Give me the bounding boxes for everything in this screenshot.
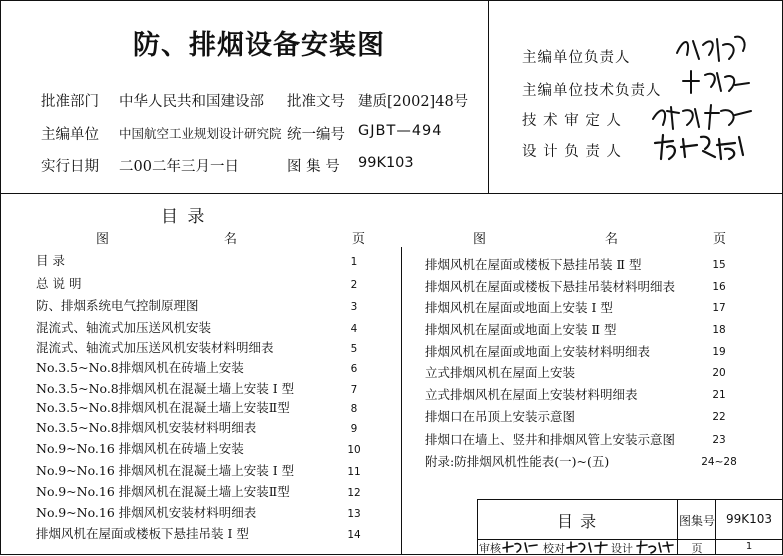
atlas-title: 防、排烟设备安装图 — [133, 30, 385, 61]
toc-entry-page: 3 — [350, 301, 358, 313]
toc-entry[interactable] — [425, 342, 650, 360]
toc-entry-page: 2 — [350, 279, 358, 291]
resp-design-leader: 设 计 负 责 人 — [522, 144, 622, 160]
title-block-atlas-value: 99K103 — [725, 512, 773, 526]
toc-right-col-name: 名 — [605, 232, 619, 247]
toc-entry[interactable] — [36, 379, 294, 397]
toc-entry[interactable] — [425, 320, 616, 338]
toc-entry-page: 23 — [712, 434, 726, 446]
toc-entry-page: 14 — [347, 529, 361, 541]
signature-technical-reviewer — [649, 99, 757, 133]
toc-entry[interactable] — [36, 358, 244, 376]
meta-unified-no-value: GJBT—494 — [358, 123, 443, 139]
meta-approving-dept-label: 批准部门 — [41, 94, 99, 110]
signature-checker — [565, 540, 609, 554]
toc-entry-name: 目 录 — [36, 253, 65, 268]
title-block-page-value: 1 — [745, 541, 753, 552]
toc-entry-name: No.9~No.16 排烟风机安装材料明细表 — [36, 505, 257, 520]
toc-entry-page: 9 — [350, 423, 358, 435]
title-block-page-label: 页 — [691, 542, 703, 555]
toc-right-col-drawing: 图 — [473, 232, 487, 247]
signature-design-leader — [651, 129, 751, 165]
toc-entry-page: 11 — [347, 466, 361, 478]
toc-entry-name: 排烟口在墙上、竖井和排烟风管上安装示意图 — [425, 432, 676, 447]
toc-entry[interactable] — [36, 482, 290, 500]
title-block-name: 目 录 — [557, 512, 598, 531]
meta-unified-no-label: 统一编号 — [287, 127, 345, 143]
toc-entry-name: No.3.5~No.8排烟风机在混凝土墙上安装Ⅱ型 — [36, 400, 290, 415]
signature-chief-unit-tech-head — [677, 65, 757, 97]
toc-entry[interactable] — [36, 418, 256, 436]
toc-entry-name: No.3.5~No.8排烟风机在砖墙上安装 — [36, 360, 244, 375]
meta-chief-unit-label: 主编单位 — [41, 127, 99, 143]
toc-entry-page: 12 — [347, 487, 361, 499]
meta-approval-no-value: 建质[2002]48号 — [358, 94, 469, 110]
toc-entry-page: 16 — [712, 281, 726, 293]
toc-entry-page: 13 — [347, 508, 361, 520]
toc-entry[interactable] — [36, 296, 199, 314]
toc-entry-name: 排烟风机在屋面或地面上安装 Ⅰ 型 — [425, 300, 613, 315]
toc-entry-name: 混流式、轴流式加压送风机安装材料明细表 — [36, 340, 274, 355]
toc-title: 目 录 — [161, 207, 207, 227]
title-block-check-label: 校对 — [543, 542, 565, 555]
toc-entry[interactable] — [425, 452, 609, 470]
toc-entry[interactable] — [425, 430, 675, 448]
meta-effective-date-label: 实行日期 — [41, 159, 99, 175]
toc-entry-name: No.9~No.16 排烟风机在混凝土墙上安装Ⅱ型 — [36, 484, 290, 499]
toc-entry-name: 排烟风机在屋面或楼板下悬挂吊装 Ⅰ 型 — [36, 526, 249, 541]
toc-entry-page: 7 — [350, 384, 358, 396]
toc-entry-page: 5 — [350, 343, 358, 355]
toc-left-col-drawing: 图 — [96, 232, 110, 247]
toc-entry[interactable] — [36, 503, 256, 521]
toc-right-col-page: 页 — [713, 232, 727, 247]
toc-entry[interactable] — [36, 439, 244, 457]
toc-entry-page: 8 — [350, 403, 358, 415]
toc-entry[interactable] — [36, 524, 249, 542]
toc-entry-name: 排烟风机在屋面或地面上安装材料明细表 — [425, 344, 651, 359]
header-divider — [488, 1, 489, 193]
meta-approval-no-label: 批准文号 — [287, 94, 345, 110]
toc-entry-page: 24~28 — [701, 456, 737, 468]
toc-entry-page: 18 — [712, 324, 726, 336]
meta-chief-unit-value: 中国航空工业规划设计研究院 — [119, 126, 282, 141]
toc-entry-page: 15 — [712, 259, 726, 271]
toc-column-divider — [401, 247, 402, 555]
toc-entry-name: No.9~No.16 排烟风机在混凝土墙上安装 Ⅰ 型 — [36, 463, 295, 478]
meta-atlas-no-label: 图 集 号 — [287, 159, 340, 175]
toc-entry-page: 21 — [712, 389, 726, 401]
toc-entry-name: 立式排烟风机在屋面上安装 — [425, 365, 576, 380]
toc-entry-page: 19 — [712, 346, 726, 358]
toc-entry-page: 4 — [350, 323, 358, 335]
toc-entry-page: 1 — [350, 256, 358, 268]
resp-chief-unit-head: 主编单位负责人 — [522, 50, 631, 66]
toc-entry-page: 22 — [712, 411, 726, 423]
toc-entry-name: 排烟风机在屋面或地面上安装 Ⅱ 型 — [425, 322, 617, 337]
toc-entry-name: 排烟风机在屋面或楼板下悬挂吊装材料明细表 — [425, 279, 676, 294]
toc-entry-name: 附录:防排烟风机性能表(一)~(五) — [425, 454, 610, 469]
title-block-top-rule — [477, 499, 782, 500]
toc-entry[interactable] — [36, 318, 211, 336]
toc-entry-name: 总 说 明 — [36, 276, 82, 291]
toc-entry-name: 排烟口在吊顶上安装示意图 — [425, 409, 576, 424]
toc-entry-page: 17 — [712, 302, 726, 314]
toc-entry-name: No.9~No.16 排烟风机在砖墙上安装 — [36, 441, 244, 456]
title-block-atlas-label: 图集号 — [678, 514, 715, 528]
meta-effective-date-value: 二00二年三月一日 — [119, 159, 239, 175]
resp-technical-reviewer: 技 术 审 定 人 — [522, 113, 622, 129]
toc-entry[interactable] — [425, 385, 638, 403]
meta-atlas-no-value: 99K103 — [358, 155, 414, 171]
title-block-design-label: 设计 — [611, 542, 633, 555]
toc-entry[interactable] — [36, 251, 65, 269]
toc-entry-name: No.3.5~No.8排烟风机安装材料明细表 — [36, 420, 257, 435]
toc-entry[interactable] — [425, 363, 575, 381]
resp-chief-unit-tech-head: 主编单位技术负责人 — [522, 83, 662, 99]
toc-left-col-page: 页 — [352, 232, 366, 247]
toc-entry[interactable] — [425, 298, 613, 316]
title-block-review-label: 审核 — [479, 542, 501, 555]
toc-entry[interactable] — [36, 398, 290, 416]
toc-entry-page: 6 — [350, 363, 358, 375]
meta-approving-dept-value: 中华人民共和国建设部 — [119, 94, 264, 110]
toc-entry[interactable] — [36, 274, 81, 292]
toc-entry[interactable] — [36, 338, 274, 356]
signature-designer — [635, 540, 675, 554]
signature-chief-unit-head — [673, 31, 763, 67]
toc-entry-name: No.3.5~No.8排烟风机在混凝土墙上安装 Ⅰ 型 — [36, 381, 295, 396]
toc-entry[interactable] — [36, 461, 294, 479]
toc-entry-name: 混流式、轴流式加压送风机安装 — [36, 320, 212, 335]
title-block-left-rule — [477, 499, 478, 554]
toc-entry-name: 排烟风机在屋面或楼板下悬挂吊装 Ⅱ 型 — [425, 257, 642, 272]
toc-entry[interactable] — [425, 277, 675, 295]
toc-entry[interactable] — [425, 255, 641, 273]
toc-entry-page: 10 — [347, 444, 361, 456]
signature-reviewer — [501, 540, 539, 554]
toc-left-col-name: 名 — [224, 232, 238, 247]
header-bottom-rule — [1, 193, 782, 194]
toc-entry-name: 立式排烟风机在屋面上安装材料明细表 — [425, 387, 638, 402]
toc-entry-name: 防、排烟系统电气控制原理图 — [36, 298, 199, 313]
toc-entry-page: 20 — [712, 367, 726, 379]
toc-entry[interactable] — [425, 407, 575, 425]
